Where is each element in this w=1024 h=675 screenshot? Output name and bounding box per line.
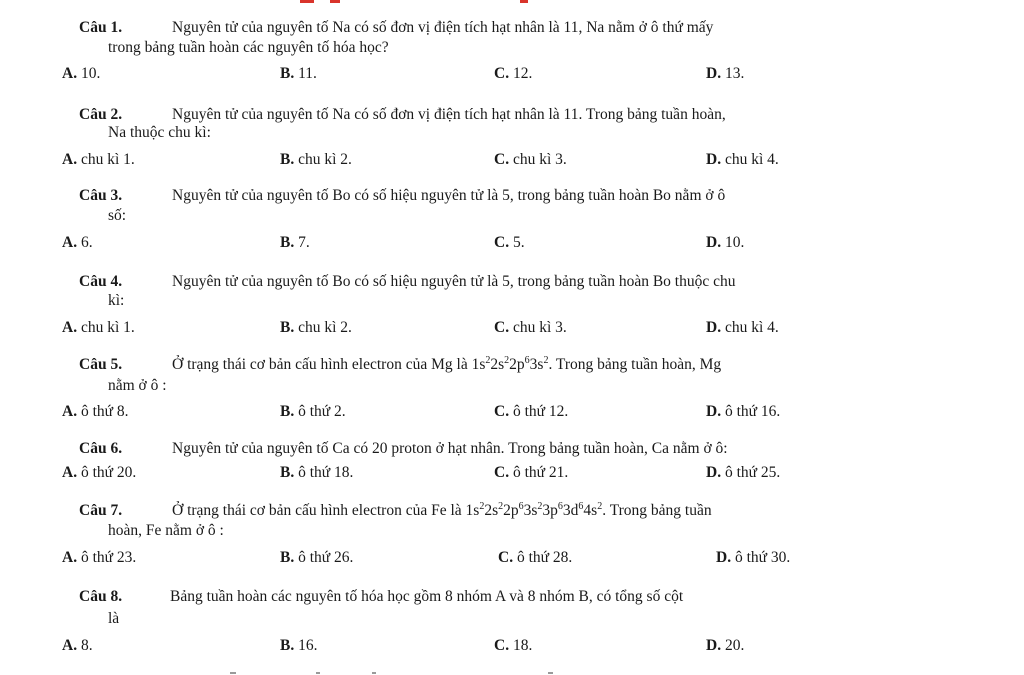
answer-a[interactable] [62,151,135,169]
question-text-line-1: Nguyên tử của nguyên tố Bo có số hiệu nguyên tử là 5, trong bảng tuần hoàn Bo nằm ở ô [172,187,726,204]
answer-text: ô thứ 23. [80,549,137,566]
answer-text: chu kì 3. [512,319,567,336]
answer-text: 13. [724,65,745,82]
answer-a[interactable] [62,234,93,252]
answer-text: ô thứ 2. [298,403,346,420]
answer-text: chu kì 1. [80,319,135,336]
answer-letter: B. [280,151,295,168]
answer-text: ô thứ 8. [80,403,129,420]
answer-b[interactable] [280,464,353,482]
bottom-decorative-marks [0,671,1024,675]
answer-row [0,319,1024,339]
answer-d[interactable] [706,319,779,337]
question-text-pre: Ở trạng thái cơ bản cấu hình electron của Mg là 1s [172,356,486,373]
answer-letter: C. [494,464,510,481]
config-orbital: 2p [509,356,525,373]
answer-a[interactable] [62,464,136,482]
answer-text: ô thứ 26. [298,549,354,566]
answer-text: 10. [724,234,745,251]
question-text-line-2: Na thuộc chu kì: [108,124,211,141]
answer-text: ô thứ 20. [80,464,137,481]
answer-a[interactable] [62,549,136,567]
question-text-line-2: trong bảng tuần hoàn các nguyên tố hóa học? [108,39,389,56]
answer-row [0,234,1024,254]
answer-letter: C. [494,151,510,168]
question-number: Câu 1. [79,19,123,36]
config-sup: 2 [498,500,504,512]
answer-c[interactable] [498,549,572,567]
answer-b[interactable] [280,65,317,83]
answer-letter: C. [494,234,510,251]
answer-text: ô thứ 16. [724,403,781,420]
answer-text: 16. [298,637,318,654]
config-sup: 2 [479,500,485,512]
answer-row [0,464,1024,484]
answer-row [0,403,1024,423]
answer-letter: B. [280,403,295,420]
answer-letter: D. [706,151,722,168]
question-text-line-2: số: [108,207,127,224]
answer-text: chu kì 1. [80,151,135,168]
answer-c[interactable] [494,637,532,655]
answer-letter: C. [494,637,510,654]
config-sup: 6 [524,354,530,366]
answer-text: 6. [80,234,93,251]
question-text-line-1: Nguyên tử của nguyên tố Bo có số hiệu nguyên tử là 5, trong bảng tuần hoàn Bo thuộc chu [172,273,736,290]
config-orbital: 2p [503,502,519,519]
answer-b[interactable] [280,234,310,252]
answer-letter: A. [62,234,78,251]
question-number: Câu 7. [79,502,123,519]
question-text-post: . Trong bảng tuần hoàn, Mg [548,356,722,373]
config-sup: 6 [518,500,524,512]
question-text-line-1: Nguyên tử của nguyên tố Na có số đơn vị điện tích hạt nhân là 11. Trong bảng tuần hoàn, [172,106,726,123]
answer-letter: A. [62,65,78,82]
answer-text: 12. [512,65,533,82]
answer-letter: B. [280,319,295,336]
config-orbital: 3s [523,502,538,519]
config-sup: 2 [485,354,491,366]
question-text-line-1: Nguyên tử của nguyên tố Ca có 20 proton ở hạt nhân. Trong bảng tuần hoàn, Ca nằm ở ô: [172,440,728,457]
answer-text: chu kì 2. [298,151,352,168]
answer-text: ô thứ 18. [298,464,354,481]
answer-text: ô thứ 12. [512,403,569,420]
answer-a[interactable] [62,65,100,83]
answer-c[interactable] [494,65,532,83]
answer-letter: C. [494,319,510,336]
config-sup: 2 [504,354,510,366]
answer-d[interactable] [706,637,744,655]
config-sup: 2 [537,500,543,512]
answer-letter: D. [706,637,722,654]
answer-letter: B. [280,549,295,566]
answer-row [0,549,1024,569]
answer-row [0,65,1024,85]
answer-c[interactable] [494,403,568,421]
question-text-pre: Ở trạng thái cơ bản cấu hình electron của Fe là 1s [172,502,480,519]
answer-text: 8. [80,637,93,654]
answer-text: 10. [80,65,101,82]
answer-letter: B. [280,464,295,481]
answer-row [0,637,1024,657]
answer-d[interactable] [706,151,779,169]
question-text-line-2: hoàn, Fe nằm ở ô : [108,522,224,539]
question-text-line-1: Nguyên tử của nguyên tố Na có số đơn vị điện tích hạt nhân là 11, Na nằm ở ô thứ mấy [172,19,714,36]
answer-letter: A. [62,319,78,336]
answer-d[interactable] [706,403,780,421]
question-text-line-1 [172,502,712,520]
answer-letter: C. [498,549,514,566]
answer-a[interactable] [62,403,129,421]
answer-row [0,151,1024,171]
question-text-line-2: nằm ở ô : [108,377,167,394]
answer-letter: D. [706,65,722,82]
answer-text: 18. [512,637,533,654]
answer-letter: A. [62,549,78,566]
question-text-post: . Trong bảng tuần [602,502,712,519]
config-sup: 2 [543,354,549,366]
top-decorative-marks [0,0,1024,6]
answer-letter: B. [280,65,295,82]
answer-letter: C. [494,65,510,82]
config-orbital: 3p [542,502,558,519]
question-text-line-1: Bảng tuần hoàn các nguyên tố hóa học gồm 8 nhóm A và 8 nhóm B, có tổng số cột [170,588,684,605]
answer-c[interactable] [494,319,567,337]
config-orbital: 4s [583,502,598,519]
answer-text: ô thứ 25. [724,464,781,481]
config-sup: 6 [578,500,584,512]
answer-b[interactable] [280,403,346,421]
answer-d[interactable] [706,234,744,252]
answer-a[interactable] [62,319,135,337]
answer-letter: D. [706,234,722,251]
answer-letter: A. [62,464,78,481]
config-sup: 6 [557,500,563,512]
answer-d[interactable] [706,65,744,83]
answer-b[interactable] [280,151,352,169]
answer-d[interactable] [706,464,780,482]
question-number: Câu 6. [79,440,123,457]
question-text-line-1 [172,356,721,374]
answer-text: chu kì 3. [512,151,567,168]
question-text-line-2: là [108,610,120,627]
answer-text: 7. [298,234,310,251]
answer-a[interactable] [62,637,93,655]
config-orbital: 3s [529,356,544,373]
answer-b[interactable] [280,637,317,655]
answer-letter: A. [62,637,78,654]
answer-letter: A. [62,151,78,168]
answer-c[interactable] [494,151,567,169]
question-text-line-2: kì: [108,292,125,309]
question-number: Câu 4. [79,273,123,290]
answer-text: 11. [298,65,317,82]
config-orbital: 2s [490,356,505,373]
answer-letter: D. [716,549,732,566]
answer-letter: D. [706,319,722,336]
question-number: Câu 8. [79,588,123,605]
answer-text: 20. [724,637,745,654]
answer-text: ô thứ 21. [512,464,569,481]
question-number: Câu 3. [79,187,123,204]
config-orbital: 3d [562,502,579,519]
answer-text: 5. [512,234,525,251]
answer-b[interactable] [280,549,353,567]
answer-c[interactable] [494,464,568,482]
answer-letter: B. [280,637,295,654]
answer-d[interactable] [716,549,790,567]
answer-text: chu kì 2. [298,319,352,336]
config-orbital: 2s [484,502,499,519]
answer-letter: C. [494,403,510,420]
config-sup: 2 [597,500,603,512]
question-number: Câu 5. [79,356,123,373]
answer-c[interactable] [494,234,525,252]
answer-text: chu kì 4. [724,319,779,336]
answer-text: chu kì 4. [724,151,779,168]
answer-text: ô thứ 28. [516,549,573,566]
answer-b[interactable] [280,319,352,337]
answer-letter: B. [280,234,295,251]
question-number: Câu 2. [79,106,123,123]
answer-letter: A. [62,403,78,420]
answer-letter: D. [706,403,722,420]
answer-text: ô thứ 30. [734,549,791,566]
answer-letter: D. [706,464,722,481]
